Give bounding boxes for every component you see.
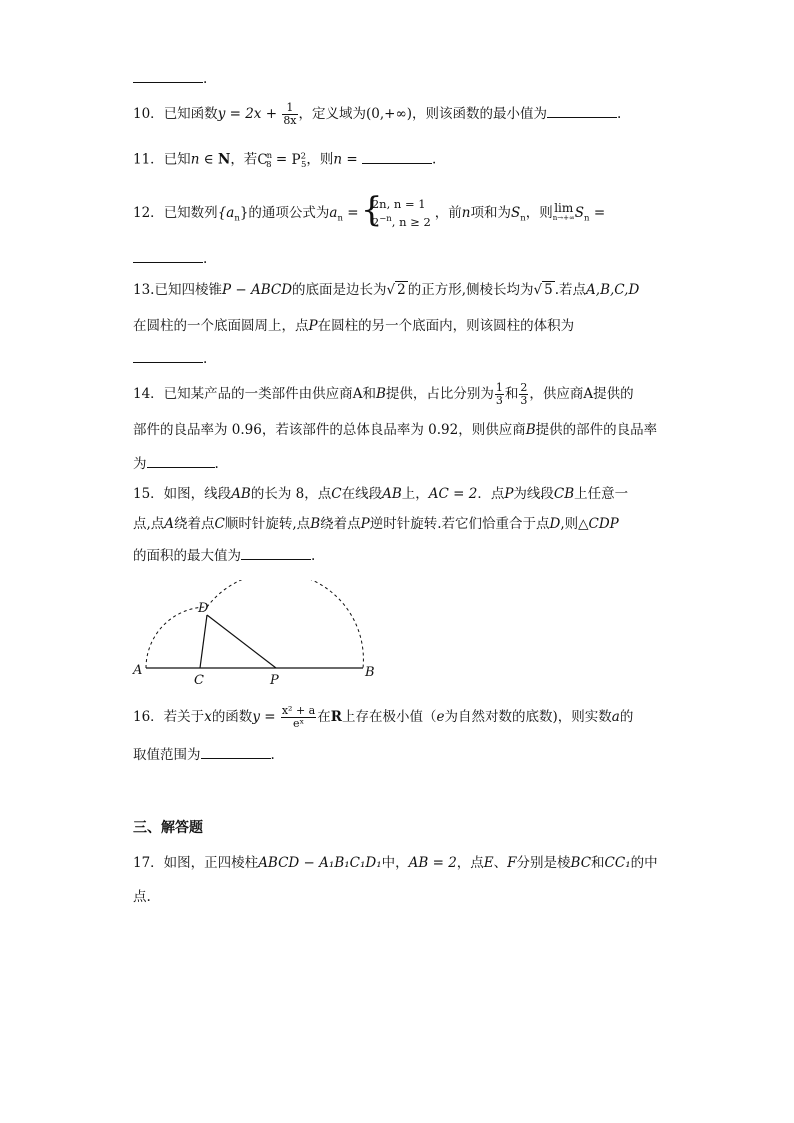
segment-dp xyxy=(207,615,276,668)
label-a: A xyxy=(133,663,143,678)
answer-blank xyxy=(201,744,271,759)
arc-around-c xyxy=(146,607,207,668)
q13-answer-line: . xyxy=(133,348,207,369)
fraction: $\frac{2}{3}$ xyxy=(520,381,528,407)
label-p: P xyxy=(270,673,279,688)
answer-blank xyxy=(133,68,203,83)
permutation: $P^2_5$ xyxy=(291,151,307,171)
answer-blank xyxy=(547,103,617,118)
q12-answer-line: . xyxy=(133,248,207,269)
question-12: 12．已知数列$\{a_n\}$的通项公式为$a_n$ = { 2n, n = 1 $2^{-n}$, n ≥ 2 ，前n项和为$S_n$，则 lim n→+∞ $S_n$ = xyxy=(133,197,605,230)
fraction: $\frac{1}{8x}$ xyxy=(283,101,297,127)
q9-answer-line: . xyxy=(133,68,207,89)
question-16-line-1: 16．若关于x的函数y = $\frac{\text{x² + a}}{\text{eˣ}}$ 在R上存在极小值（e为自然对数的底数)，则实数a的 xyxy=(133,704,634,730)
question-13-line-1: 13.已知四棱锥P − ABCD的底面是边长为√ 2 的正方形,侧棱长均为√ 5 .若点A,B,C,D xyxy=(133,282,640,298)
question-16-line-2: 取值范围为 . xyxy=(133,744,275,765)
piecewise-definition: { 2n, n = 1 $2^{-n}$, n ≥ 2 xyxy=(363,197,431,230)
question-10: 10．已知函数y = 2x + $\frac{1}{8x}$ ，定义域为(0,+∞)，则该函数的最小值为 . xyxy=(133,101,622,127)
segment-cd xyxy=(200,615,207,668)
question-14-line-1: 14．已知某产品的一类部件由供应商A和B提供，占比分别为 $\frac{1}{3}$ 和 $\frac{2}{3}$ ，供应商A提供的 xyxy=(133,381,634,407)
question-15-line-3: 的面积的最大值为 . xyxy=(133,545,315,566)
answer-blank xyxy=(133,348,203,363)
question-17-line-1: 17．如图，正四棱柱ABCD − A₁B₁C₁D₁中，AB = 2，点E、F分别是棱BC和CC₁的中 xyxy=(133,855,658,871)
combination: $C^n_8$ xyxy=(257,151,273,171)
answer-blank xyxy=(147,453,215,468)
question-15-line-1: 15．如图，线段AB的长为 8，点C在线段AB上，AC = 2．点P为线段CB上任意一 xyxy=(133,486,629,502)
section-heading: 三、解答题 xyxy=(133,820,203,836)
fraction: $\frac{\text{x² + a}}{\text{eˣ}}$ xyxy=(281,704,316,730)
answer-blank xyxy=(241,545,311,560)
q15-figure xyxy=(130,580,390,690)
question-15-line-2: 点,点A绕着点C顺时针旋转,点B绕着点P逆时针旋转.若它们恰重合于点D,则△CDP xyxy=(133,516,619,532)
arc-around-p xyxy=(207,580,363,668)
answer-blank xyxy=(133,248,203,263)
label-b: B xyxy=(365,665,375,680)
question-14-line-3: 为 . xyxy=(133,453,219,474)
question-17-line-2: 点. xyxy=(133,889,151,905)
label-c: C xyxy=(194,673,204,688)
question-13-line-2: 在圆柱的一个底面圆周上，点P在圆柱的另一个底面内，则该圆柱的体积为 xyxy=(133,318,575,334)
question-14-line-2: 部件的良品率为 0.96，若该部件的总体良品率为 0.92，则供应商B提供的部件的良品率 xyxy=(133,422,658,438)
question-11: 11．已知n ∈ N，若$C^n_8 = P^2_5$，则n = . xyxy=(133,146,436,175)
label-d: D xyxy=(198,601,209,616)
fraction: $\frac{1}{3}$ xyxy=(495,381,503,407)
answer-blank xyxy=(362,149,432,164)
limit: lim n→+∞ xyxy=(552,201,575,223)
